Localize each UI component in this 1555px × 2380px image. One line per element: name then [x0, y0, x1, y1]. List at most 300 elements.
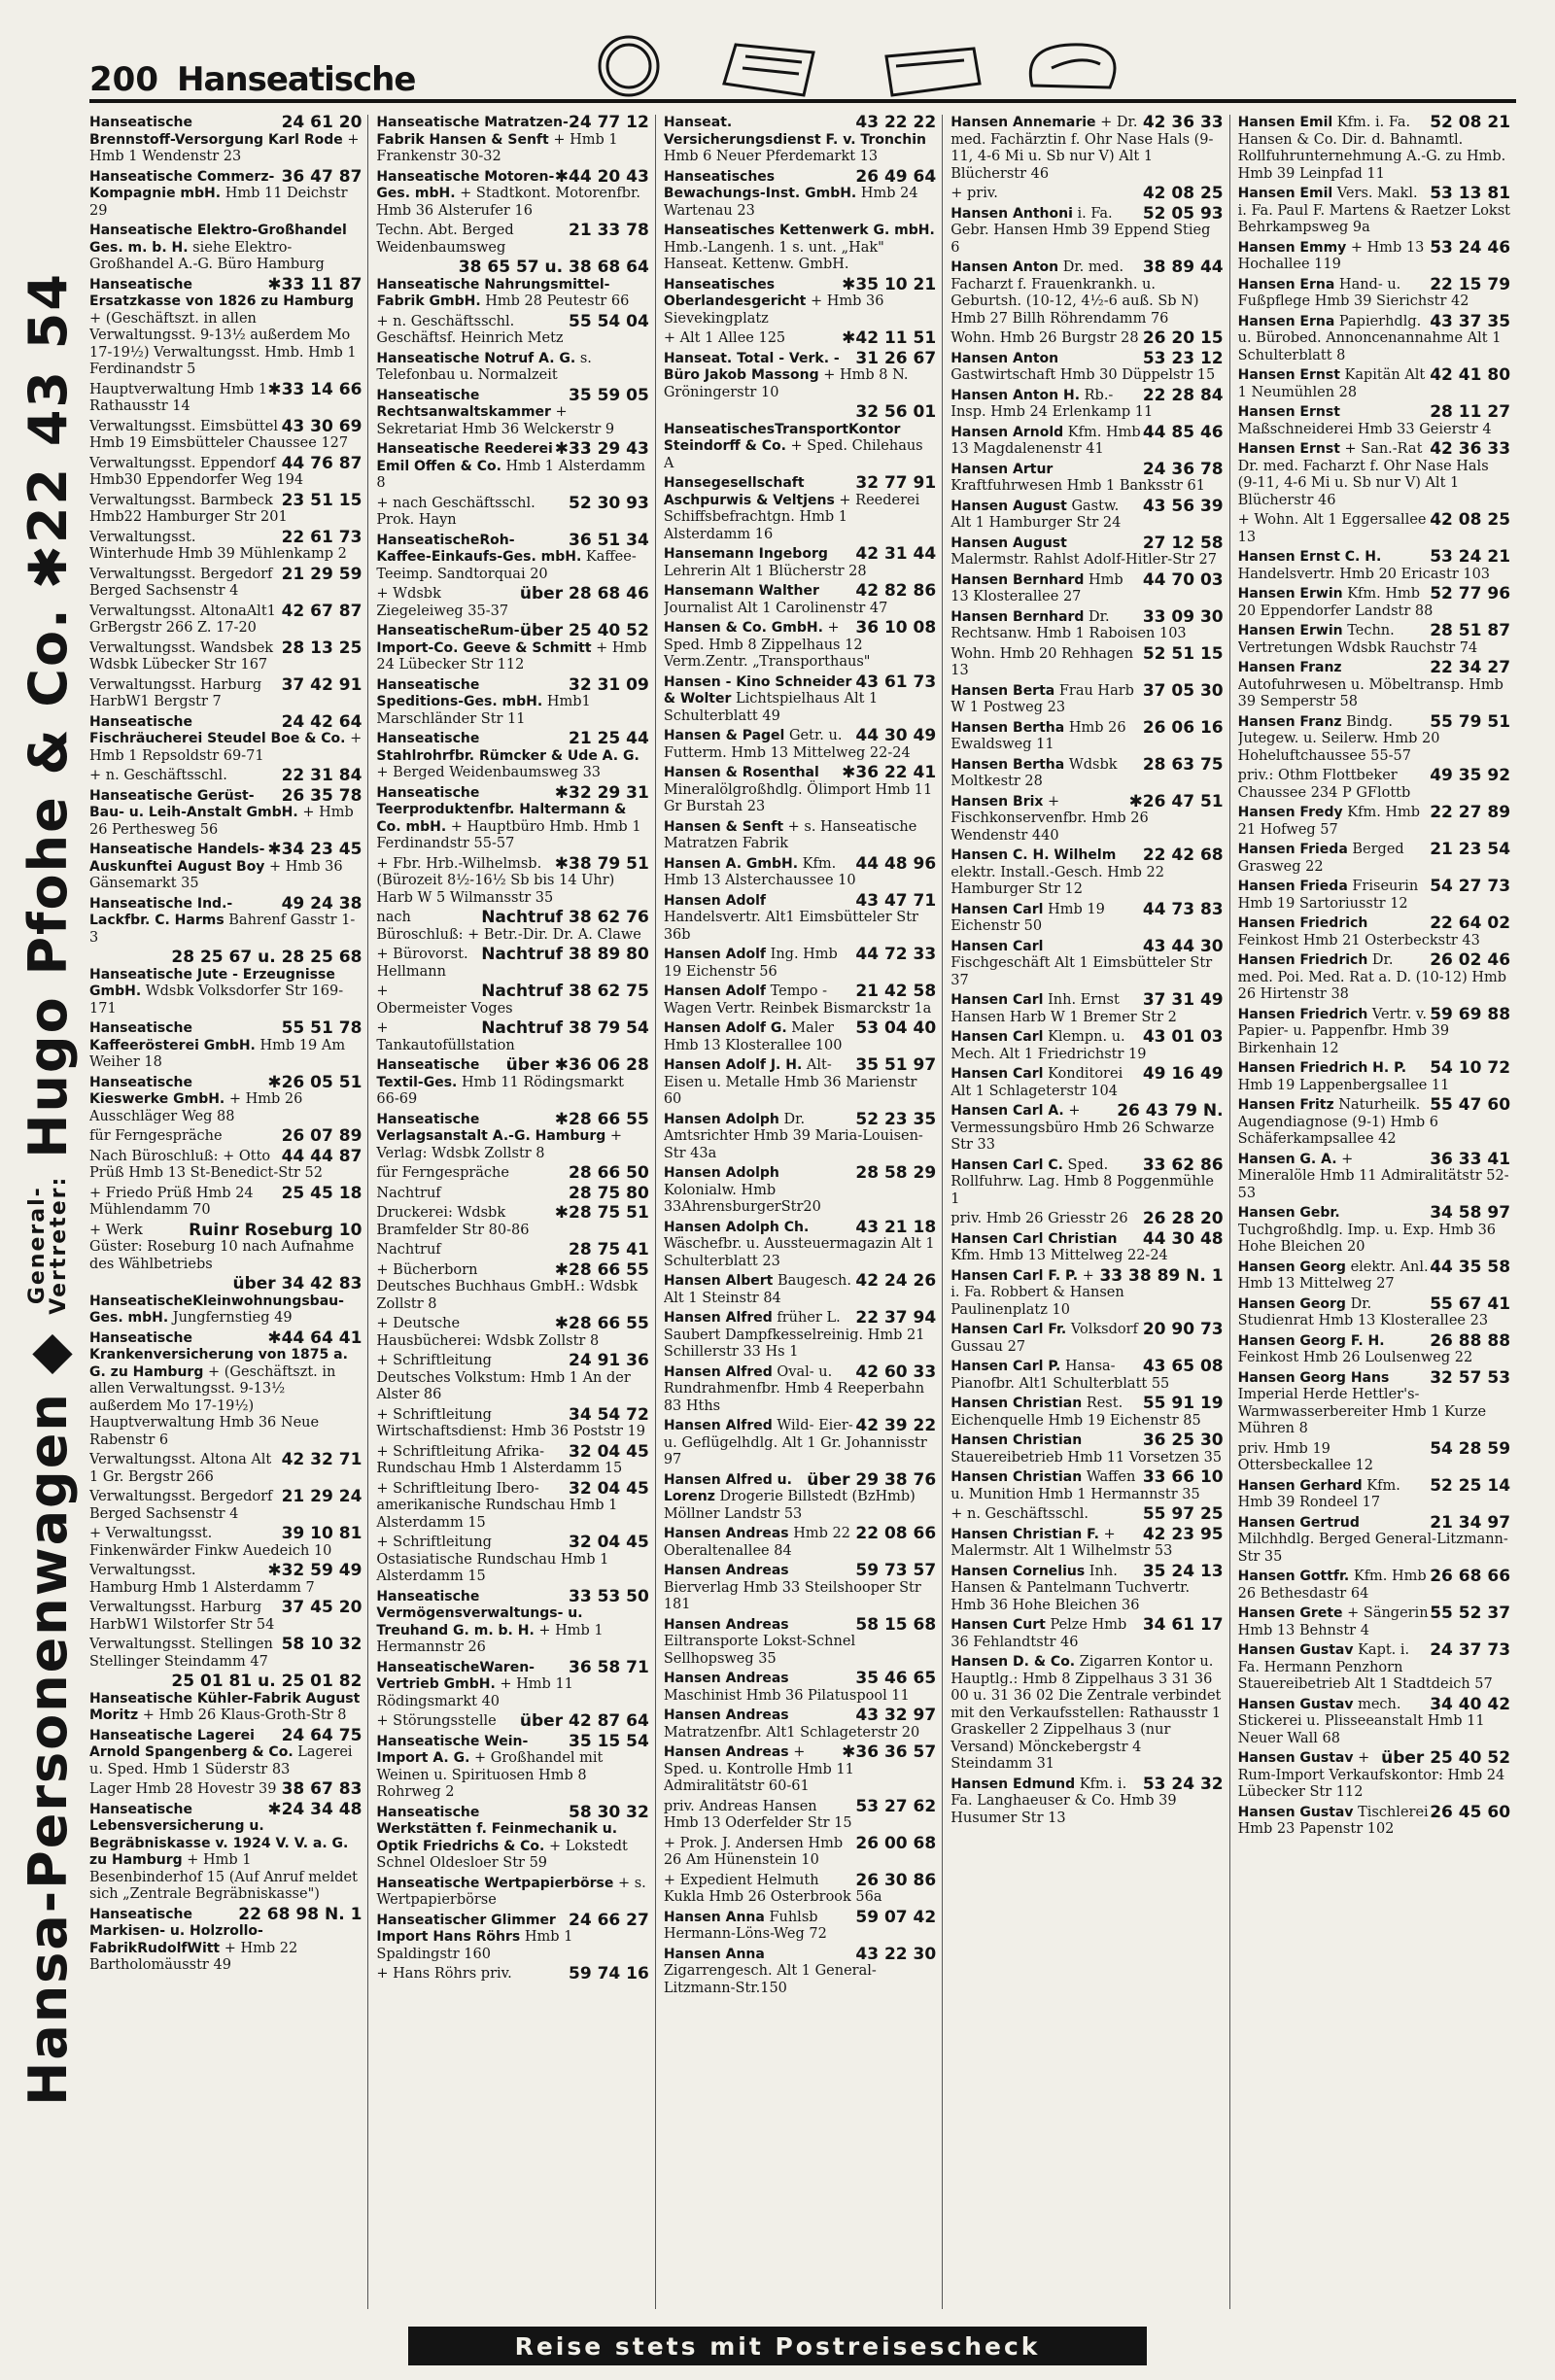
directory-entry: [1238, 1259, 1510, 1293]
entry-details: Hmb 11 Rödingsmarkt 66-69: [376, 1074, 624, 1107]
entry-details: Konditorei Alt 1 Schlageterstr 104: [950, 1066, 1123, 1099]
directory-entry: [89, 1220, 363, 1274]
directory-entry: [376, 351, 648, 385]
entry-details: Hmb 22 Oberaltenallee 84: [663, 1526, 850, 1559]
entry-phone: 28 13 25: [281, 638, 363, 658]
entry-name: HanseatischeWaren-Vertrieb GmbH.: [376, 1659, 535, 1692]
entry-details: elektr. Anl. Hmb 13 Mittelweg 27: [1237, 1259, 1429, 1292]
entry-details: Gastw. Alt 1 Hamburger Str 24: [950, 498, 1122, 531]
entry-phone: 52 08 21: [1430, 115, 1511, 132]
entry-details: Verwaltungsst. AltonaAlt1 GrBergstr 266 Z. 17-20: [89, 603, 276, 636]
entry-details: elektr. Install.-Gesch. Hmb 22 Hamburger Str 12: [950, 864, 1164, 897]
entry-name: Hanseatische Vermögensverwaltungs- u. Treuhand G. m. b. H.: [376, 1588, 583, 1638]
entry-name: Hansen Friedrich H. P.: [1237, 1060, 1407, 1076]
entry-details: Autofuhrwesen u. Möbeltransp. Hmb 39 Semperstr 58: [1237, 676, 1503, 709]
entry-phone: Nachtruf 38 89 80: [481, 945, 649, 964]
entry-details: Lichtspielhaus Alt 1 Schulterblatt 49: [663, 691, 879, 724]
entry-name: Hansen Artur: [950, 461, 1054, 477]
entry-details: Verwaltungsst. Harburg HarbW1 Wilstorfer Str 54: [89, 1600, 275, 1633]
entry-details: + Hauptbüro Hmb. Hmb 1 Ferdinandstr 55-57: [376, 818, 641, 851]
directory-entry: [664, 1707, 936, 1742]
directory-entry: [89, 453, 363, 490]
directory-entry: [950, 1654, 1223, 1774]
header-logos: [478, 27, 1547, 103]
directory-entry: [950, 330, 1223, 348]
directory-entry: [376, 1404, 649, 1441]
entry-phone: ✱28 66 55: [554, 1259, 649, 1280]
entry-details: Malermstr. Rahlst Adolf-Hitler-Str 27: [950, 552, 1217, 568]
entry-name: Hansen Cornelius: [950, 1563, 1086, 1579]
directory-entry: [89, 1072, 363, 1126]
entry-name: Hanseatische Textil-Ges.: [376, 1057, 480, 1090]
directory-entry: [950, 1157, 1223, 1209]
entry-name: Hanseatische Krankenversicherung von 1875 a. G. zu Hamburg: [89, 1329, 348, 1380]
entry-name: Hansen Carl: [950, 992, 1044, 1008]
entry-name: Hansen Andreas: [663, 1707, 789, 1723]
entry-phone: 21 25 44: [569, 729, 649, 748]
entry-phone: 26 43 79 N.: [1117, 1101, 1224, 1121]
entry-phone: 52 23 35: [855, 1109, 937, 1129]
entry-details: Verwaltungsst. Wandsbek Wdsbk Lübecker Str 167: [89, 639, 274, 673]
entry-details: Matratzenfbr. Alt1 Schlageterstr 20: [663, 1724, 920, 1741]
entry-phone: 22 64 02: [1430, 914, 1511, 933]
directory-columns: [89, 115, 1516, 2309]
entry-details: Kraftfuhrwesen Hmb 1 Banksstr 61: [950, 478, 1206, 494]
entry-phone: 26 45 60: [1430, 1802, 1511, 1822]
entry-phone: 55 67 41: [1430, 1293, 1511, 1314]
entry-details: Rest. Eichenquelle Hmb 19 Eichenstr 85: [950, 1396, 1201, 1429]
entry-name: Hanseatische Lebensversicherung u. Begräbniskasse v. 1924 V. V. a. G. zu Hamburg: [89, 1801, 349, 1868]
entry-name: Hansen Erwin: [1237, 623, 1343, 638]
entry-name: Hansen Bertha: [950, 719, 1065, 736]
directory-entry: [1237, 1694, 1511, 1748]
directory-entry: [950, 1103, 1223, 1155]
entry-name: Hanseatische Motoren-Ges. mbH.: [376, 168, 555, 201]
entry-name: Hanseatische Kühler-Fabrik August Moritz: [89, 1690, 361, 1723]
directory-entry: [376, 782, 649, 853]
entry-details: mech. Stickerei u. Plisseeanstalt Hmb 11 Neuer Wall 68: [1237, 1696, 1485, 1746]
side-ad-company: Hansa-Personenwagen: [17, 1391, 79, 2106]
directory-entry: [950, 569, 1224, 606]
entry-phone: 44 35 58: [1430, 1257, 1511, 1277]
side-ad-dealer: Hugo Pfohe & Co.: [17, 605, 79, 1158]
directory-entry: [376, 385, 649, 439]
directory-entry: [1238, 768, 1510, 802]
entry-phone: 42 08 25: [1430, 510, 1511, 530]
entry-phone: Nachtruf 38 62 76: [481, 908, 649, 927]
entry-phone: ✱33 14 66: [267, 379, 363, 399]
directory-entry: [664, 475, 936, 543]
directory-entry: [663, 1469, 937, 1524]
directory-entry: [663, 853, 937, 890]
entry-phone: 55 52 37: [1430, 1604, 1511, 1623]
directory-entry: [950, 754, 1224, 791]
entry-details: s. Telefonbau u. Normalzeit: [376, 350, 592, 383]
entry-details: Wohn. Hmb 20 Rehhagen 13: [950, 645, 1134, 678]
entry-name: Hansen Carl P.: [950, 1359, 1061, 1374]
entry-details: Lehrerin Alt 1 Blücherstr 28: [663, 563, 867, 579]
directory-entry: [89, 893, 363, 948]
entry-phone: 22 08 66: [855, 1524, 937, 1543]
entry-details: Mineralölgroßhdlg. Ölimport Hmb 11 Gr Burstah 23: [663, 781, 933, 814]
directory-entry: [376, 166, 649, 221]
entry-phone: 33 66 10: [1142, 1467, 1224, 1487]
footer-banner: [408, 2327, 1147, 2365]
entry-details: Tischlerei Hmb 23 Papenstr 102: [1237, 1804, 1429, 1837]
directory-entry: [950, 1211, 1223, 1228]
entry-name: Hansen Fritz: [1237, 1097, 1334, 1113]
entry-details: Dr. med. Poi. Med. Rat a. D. (10-12) Hmb 26 Hirtenstr 38: [1237, 952, 1507, 1002]
entry-details: + Hmb 13 Hochallee 119: [1237, 239, 1425, 272]
entry-details: Verwaltungsst. Stellingen Stellinger Steindamm 47: [89, 1637, 273, 1670]
entry-details: + (Geschäftszt. in allen Verwaltungsst. 9-13½ außerdem Mo 17-19½) Hauptverwaltung Hmb 36 Neue Rabenstr 6: [89, 1363, 336, 1448]
entry-details: Wdsbk Moltkestr 28: [950, 756, 1118, 789]
entry-name: Hansen Gertrud: [1237, 1514, 1360, 1531]
entry-phone: 59 74 16: [569, 1964, 649, 1983]
entry-phone: 52 30 93: [569, 493, 649, 513]
directory-entry: [950, 348, 1224, 385]
side-ad-vertreter: Vertreter:: [46, 1175, 71, 1315]
entry-details: + Wdsbk Ziegeleiweg 35-37: [376, 586, 509, 619]
entry-details: Verwaltungsst. Bergedorf Berged Sachsenstr 4: [89, 1489, 273, 1522]
entry-name: Hanseatische Stahlrohrfbr. Rümcker & Ude A. G.: [376, 731, 639, 764]
directory-entry: [89, 527, 363, 564]
directory-entry: [950, 1524, 1224, 1561]
entry-phone: 52 77 96: [1430, 584, 1511, 604]
entry-name: Hansen Anton: [950, 350, 1059, 366]
entry-phone: über 29 38 76: [807, 1469, 937, 1490]
entry-name: Hansen Erna: [1237, 313, 1335, 329]
entry-details: Frau Harb W 1 Postweg 23: [950, 682, 1134, 715]
entry-name: Hansen Georg: [1237, 1295, 1346, 1312]
entry-phone: 22 15 79: [1430, 274, 1511, 294]
entry-name: Hansen Andreas: [663, 1671, 789, 1686]
directory-entry: [1238, 623, 1510, 657]
entry-details: + Hmb 1 Besenbinderhof 15 (Auf Anruf meldet sich „Zentrale Begräbniskasse"): [89, 1852, 358, 1902]
entry-name: Hanseatische Verlagsanstalt A.-G. Hamburg: [376, 1111, 606, 1144]
entry-phone: 38 65 57 u. 38 68 64: [458, 258, 649, 277]
directory-entry: [376, 1242, 648, 1259]
entry-details: Hmb 1 Spaldingstr 160: [376, 1929, 573, 1962]
directory-entry: [1238, 879, 1510, 913]
entry-phone: 42 08 25: [1142, 184, 1224, 203]
entry-details: + i. Fa. Robbert & Hansen Paulinenplatz 10: [950, 1267, 1124, 1318]
entry-phone: Nachtruf 38 62 75: [481, 982, 649, 1001]
directory-entry: [950, 115, 1223, 183]
directory-entry: [89, 223, 362, 274]
entry-name: Hansen Emmy: [1237, 239, 1347, 256]
entry-phone: 43 22 22: [855, 115, 937, 132]
entry-name: Hansen Ernst: [1237, 441, 1340, 457]
entry-details: + Großhandel mit Weinen u. Spirituosen Hmb 8 Rohrweg 2: [376, 1750, 604, 1800]
directory-entry: [1238, 367, 1510, 401]
entry-name: Hanseatische Elektro-Großhandel Ges. m. b. H.: [89, 223, 347, 256]
entry-phone: 21 34 97: [1430, 1512, 1511, 1533]
entry-phone: ✱36 36 57: [842, 1742, 937, 1762]
entry-phone: 36 10 08: [855, 618, 937, 638]
entry-name: Hansen Gerhard: [1237, 1477, 1363, 1494]
entry-name: Hansen Curt: [950, 1617, 1046, 1633]
directory-entry: [376, 441, 648, 493]
directory-entry: [1237, 1367, 1511, 1438]
directory-entry: [89, 1637, 362, 1671]
entry-details: Hmb 6 Neuer Pferdemarkt 13: [663, 149, 879, 164]
entry-name: HanseatischeKleinwohnungsbau-Ges. mbH.: [89, 1293, 344, 1326]
directory-entry: [89, 1600, 362, 1634]
directory-entry: [376, 1441, 649, 1478]
entry-phone: über ✱36 06 28: [505, 1055, 649, 1075]
directory-entry: [1238, 952, 1510, 1004]
entry-phone: 31 26 67: [855, 348, 937, 368]
entry-details: Sped. Rollfuhrw. Lag. Hmb 8 Poggenmühle 1: [950, 1156, 1214, 1207]
entry-details: + s. Wertpapierbörse: [376, 1875, 646, 1908]
directory-entry: [376, 1109, 649, 1163]
entry-phone: 32 77 91: [855, 473, 937, 493]
entry-details: + n. Geschäftsschl.: [89, 768, 227, 783]
directory-entry: [89, 564, 363, 601]
entry-name: Hansen Gustav: [1237, 1642, 1354, 1658]
entry-phone: 37 31 49: [1142, 990, 1224, 1010]
entry-phone: 42 24 26: [855, 1271, 937, 1291]
entry-details: Kfm. Hmb 13 Magdalenenstr 41: [950, 424, 1141, 457]
entry-details: Pelze Hmb 36 Fehlandtstr 46: [950, 1617, 1127, 1650]
entry-details: Kapitän Alt 1 Neumühlen 28: [1237, 367, 1426, 400]
entry-name: Hanseatisches Bewachungs-Inst. GmbH.: [663, 168, 857, 201]
entry-phone: 23 51 15: [281, 490, 363, 510]
directory-entry: [663, 166, 937, 221]
entry-phone: 21 42 58: [855, 982, 937, 1001]
directory-entry: [376, 586, 648, 620]
entry-details: + Schriftleitung Ibero-amerikanische Rundschau Hmb 1 Alsterdamm 15: [376, 1480, 618, 1531]
directory-entry: [950, 643, 1224, 680]
entry-phone: 53 27 62: [855, 1796, 937, 1816]
entry-name: Hanseatische Kaffeerösterei GmbH.: [89, 1020, 256, 1053]
entry-phone: 53 23 12: [1142, 348, 1224, 368]
entry-name: Hansen Alfred: [663, 1310, 773, 1326]
directory-entry: [1237, 1475, 1511, 1512]
entry-name: Hansen Berta: [950, 682, 1055, 699]
entry-details: Getr. u. Futterm. Hmb 13 Mittelweg 22-24: [663, 728, 911, 761]
entry-phone: 43 01 03: [1142, 1027, 1224, 1047]
entry-phone: 22 27 89: [1430, 803, 1511, 822]
entry-phone: 21 33 78: [569, 221, 649, 240]
directory-entry: [89, 166, 363, 221]
entry-details: + s. Hanseatische Matratzen Fabrik: [663, 818, 917, 851]
entry-phone: 55 79 51: [1430, 711, 1511, 732]
directory-entry: [664, 223, 936, 274]
entry-name: Hansen Brix: [950, 793, 1044, 810]
entry-details: + Sped. Chilehaus A: [663, 438, 923, 471]
directory-entry: [950, 680, 1224, 717]
entry-phone: 44 76 87: [281, 453, 363, 473]
entry-details: + Berged Weidenbaumsweg 33: [376, 765, 602, 780]
entry-details: + Malermstr. Alt 1 Wilhelmstr 53: [950, 1526, 1173, 1559]
entry-details: Hmb 11 Deichstr 29: [89, 186, 348, 219]
seal-icon: [600, 37, 658, 95]
directory-entry: [950, 535, 1223, 569]
entry-details: Handelsvertr. Alt1 Eimsbütteler Str 36b: [663, 910, 918, 943]
entry-details: Kfm. i. Fa. Langhaeuser & Co. Hmb 39 Husumer Str 13: [950, 1776, 1177, 1826]
directory-entry: [950, 1506, 1223, 1524]
entry-phone: 53 24 21: [1430, 547, 1511, 567]
entry-details: Kfm. Hmb 26 Bethesdastr 64: [1237, 1569, 1427, 1602]
entry-phone: 49 16 49: [1142, 1064, 1224, 1084]
directory-entry: [89, 1146, 363, 1183]
entry-phone: 32 57 53: [1430, 1367, 1511, 1388]
entry-name: Hansen Carl: [950, 938, 1044, 954]
directory-entry: [1238, 115, 1510, 183]
entry-phone: 26 02 46: [1430, 950, 1511, 970]
entry-details: + Hans Röhrs priv.: [376, 1966, 512, 1982]
entry-phone: 59 07 42: [855, 1907, 937, 1927]
directory-entry: [663, 1870, 937, 1907]
entry-details: Alt-Eisen u. Metalle Hmb 36 Marienstr 60: [663, 1057, 917, 1107]
entry-details: Papierhdlg. u. Bürobed. Annoncenannahme Alt 1 Schulterblatt 8: [1237, 313, 1502, 363]
entry-phone: 32 04 45: [569, 1533, 649, 1552]
entry-details: Eiltransporte Lokst-Schnel Sellhopsweg 35: [663, 1634, 856, 1667]
entry-details: + Deutsche Hausbücherei: Wdsbk Zollstr 8: [376, 1316, 600, 1349]
directory-entry: [89, 1020, 362, 1072]
entry-phone: 43 47 71: [855, 890, 937, 911]
entry-phone: 33 62 86: [1142, 1155, 1224, 1175]
entry-details: Fuhlsb Hermann-Löns-Weg 72: [663, 1909, 827, 1942]
entry-details: + Prok. J. Andersen Hmb 26 Am Hünenstein 10: [663, 1835, 844, 1868]
entry-details: Inh. Ernst Hansen Harb W 1 Bremer Str 2: [950, 992, 1177, 1025]
entry-details: Kfm. Hmb 21 Hofweg 57: [1237, 805, 1421, 838]
entry-details: Hmb.-Langenh. 1 s. unt. „Hak" Hanseat. Kettenw. GmbH.: [663, 239, 884, 272]
directory-entry: [1238, 1205, 1510, 1257]
entry-details: + Sped. u. Kontrolle Hmb 11 Admiralitätstr 60-61: [663, 1744, 854, 1794]
entry-phone: 34 54 72: [569, 1404, 649, 1425]
directory-entry: [89, 1673, 362, 1725]
entry-phone: 39 10 81: [281, 1524, 363, 1543]
entry-phone: 26 00 68: [855, 1833, 937, 1853]
entry-phone: 22 31 84: [281, 766, 363, 785]
directory-entry: [89, 711, 363, 766]
entry-details: Inh. Hansen & Pantelmann Tuchvertr. Hmb 36 Hohe Bleichen 36: [950, 1563, 1191, 1613]
column-3: [664, 115, 943, 2309]
entry-details: Hmb1 Marschländer Str 11: [376, 694, 591, 727]
side-advertisement: Hansa-Personenwagen ◆ General- Vertreter: Hugo Pfohe & Co. ✱22 43 54: [17, 271, 79, 2106]
directory-entry: [376, 259, 648, 311]
entry-name: Hansen Adolph Ch.: [663, 1219, 810, 1235]
entry-name: Hanseatische Lagerei Arnold Spangenberg & Co.: [89, 1727, 294, 1760]
directory-entry: [950, 1029, 1223, 1063]
entry-phone: 36 33 41: [1430, 1149, 1511, 1169]
directory-entry: [950, 259, 1223, 328]
entry-phone: 24 61 20: [281, 115, 363, 132]
entry-name: Hansen Edmund: [950, 1776, 1076, 1792]
entry-details: + Reederei Schiffsbefrachtgn. Hmb 1 Alsterdamm 16: [663, 492, 920, 542]
entry-name: Hanseatische Wein-Import A. G.: [376, 1733, 529, 1766]
entry-details: i. Fa. Gebr. Hansen Hmb 39 Eppend Stieg 6: [950, 205, 1211, 256]
entry-phone: 53 04 40: [855, 1018, 937, 1038]
entry-details: Wdsbk Volksdorfer Str 169-171: [89, 983, 344, 1017]
column-1: [89, 115, 368, 2309]
entry-phone: 22 34 27: [1430, 658, 1511, 677]
entry-details: + Störungsstelle: [376, 1713, 497, 1729]
directory-entry: [663, 348, 937, 402]
entry-details: Klempn. u. Mech. Alt 1 Friedrichstr 19: [950, 1029, 1147, 1062]
entry-name: Hanseat. Versicherungsdienst F. v. Tronchin: [663, 115, 926, 148]
directory-entry: [1237, 1004, 1511, 1058]
entry-phone: 44 73 83: [1142, 899, 1224, 919]
entry-phone: 21 29 24: [281, 1487, 363, 1506]
entry-name: Hansen August: [950, 498, 1067, 514]
entry-details: + Schriftleitung Deutsches Volkstum: Hmb 1 An der Alster 86: [376, 1353, 631, 1402]
entry-details: Wohn. Hmb 26 Burgstr 28: [950, 330, 1139, 346]
entry-phone: 44 48 96: [855, 853, 937, 874]
entry-details: Tempo - Wagen Vertr. Reinbek Bismarckstr 1a: [663, 983, 932, 1017]
directory-entry: [663, 1833, 937, 1870]
entry-phone: ✱32 59 49: [267, 1561, 363, 1580]
entry-details: Tuchgroßhdlg. Imp. u. Exp. Hmb 36 Hohe Bleichen 20: [1237, 1222, 1497, 1255]
column-4: [950, 115, 1229, 2309]
entry-name: Hanseatische Notruf A. G.: [376, 350, 576, 366]
entry-phone: 21 23 54: [1430, 840, 1511, 859]
directory-entry: [664, 1310, 936, 1362]
entry-details: Techn. Vertretungen Wdsbk Rauchstr 74: [1237, 623, 1478, 656]
entry-name: Hansen & Senft: [663, 818, 784, 835]
entry-phone: ✱35 10 21: [842, 274, 937, 294]
entry-phone: 43 56 39: [1142, 496, 1224, 516]
entry-name: Hansen Christian: [950, 1432, 1083, 1448]
entry-name: Hanseatische Handels-Auskunftei August Boy: [89, 842, 265, 875]
directory-entry: [376, 1535, 648, 1586]
entry-details: Zigarren Kontor u. Hauptlg.: Hmb 8 Zippelhaus 3 31 36 00 u. 31 36 02 Die Zentrale verbindet mit den Verkaufsstellen: Rathausstr 1 Graskeller 2 Zippelhaus 3 (nur Versand) Mönckebergstr 4 Steindamm 31: [950, 1654, 1222, 1772]
directory-entry: [950, 992, 1223, 1026]
entry-details: + Rum-Import Verkaufskontor: Hmb 24 Lübecker Str 112: [1237, 1750, 1505, 1800]
entry-phone: ✱28 66 55: [554, 1314, 649, 1333]
entry-phone: 44 44 87: [281, 1146, 363, 1166]
entry-name: Hansen Christian: [950, 1469, 1083, 1485]
entry-name: Hanseatische Kieswerke GmbH.: [89, 1074, 225, 1107]
entry-name: Hanseatische Brennstoff-Versorgung Karl Rode: [89, 115, 343, 148]
entry-name: Hanseatische Matratzen-Fabrik Hansen & Senft: [376, 115, 569, 148]
entry-phone: 35 46 65: [855, 1669, 937, 1688]
directory-entry: [1238, 660, 1510, 711]
entry-phone: 35 59 05: [569, 385, 649, 405]
entry-details: nach Büroschluß: + Betr.-Dir. Dr. A. Clawe: [376, 910, 641, 943]
entry-name: Hansen Gustav: [1237, 1696, 1354, 1712]
directory-entry: [376, 530, 649, 584]
directory-entry: [1238, 186, 1510, 237]
entry-name: Hansen & Co. GmbH.: [663, 620, 823, 636]
entry-name: Hansegesellschaft Aschpurwis & Veltjens: [663, 475, 835, 508]
entry-phone: 42 36 33: [1142, 115, 1224, 132]
entry-details: für Ferngespräche: [89, 1128, 223, 1144]
entry-name: Hansen - Kino Schneider & Wolter: [663, 673, 852, 707]
entry-phone: 55 47 60: [1430, 1095, 1511, 1115]
directory-entry: [950, 186, 1223, 203]
entry-name: Hansen Friedrich: [1237, 915, 1368, 931]
entry-details: Kfm. Hmb 20 Eppendorfer Landstr 88: [1237, 586, 1434, 619]
entry-phone: 36 51 34: [569, 530, 649, 550]
entry-name: Hansen Anton: [950, 259, 1059, 275]
entry-name: Hansen Gottfr.: [1237, 1569, 1350, 1584]
entry-phone: 58 30 32: [569, 1802, 649, 1822]
entry-details: priv. Andreas Hansen Hmb 13 Oderfelder Str 15: [663, 1798, 852, 1831]
entry-name: Hansen Alfred u. Lorenz: [663, 1471, 792, 1504]
entry-name: Hansen Alfred: [663, 1363, 773, 1380]
directory-entry: [376, 1165, 648, 1183]
entry-details: Wäschefbr. u. Aussteuermagazin Alt 1 Schulterblatt 23: [663, 1236, 935, 1269]
directory-entry: [1238, 441, 1510, 509]
directory-entry: [664, 546, 936, 580]
directory-entry: [89, 1526, 362, 1560]
entry-name: Hansen Adolf: [663, 947, 766, 962]
directory-entry: [89, 785, 363, 840]
